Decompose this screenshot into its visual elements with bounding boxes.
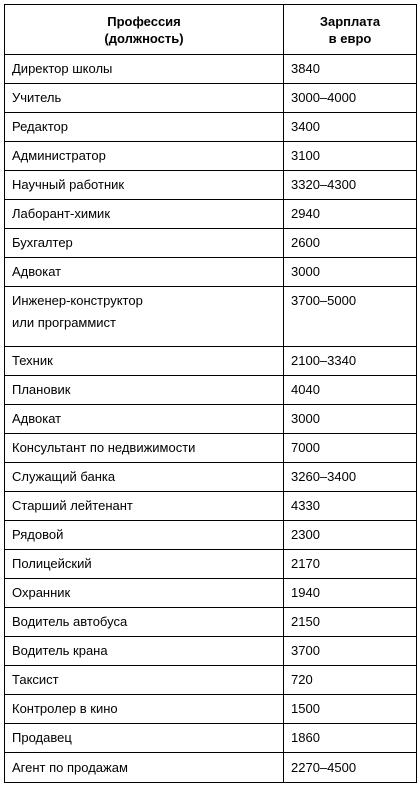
table-row: [5, 84, 417, 113]
salary-cell: 720: [284, 666, 417, 695]
header-salary-line1: Зарплата: [319, 13, 381, 29]
salary-cell: 2100–3340: [284, 347, 417, 376]
profession-cell: Адвокат: [5, 405, 284, 434]
table-row: [5, 347, 417, 376]
header-profession: [5, 5, 284, 55]
profession-cell: Водитель крана: [5, 637, 284, 666]
profession-cell: Продавец: [5, 724, 284, 753]
salary-cell: 3400: [284, 113, 417, 142]
salary-cell: 3100: [284, 142, 417, 171]
salary-cell: 4040: [284, 376, 417, 405]
table-row: [5, 550, 417, 579]
profession-cell: Таксист: [5, 666, 284, 695]
table-row: [5, 171, 417, 200]
header-profession-line1: Профессия: [107, 13, 181, 29]
salary-cell: 2270–4500: [284, 753, 417, 783]
salary-cell: 3320–4300: [284, 171, 417, 200]
table-row: [5, 376, 417, 405]
profession-cell: Бухгалтер: [5, 229, 284, 258]
table-row: [5, 637, 417, 666]
table-row: [5, 229, 417, 258]
profession-line1: Инженер-конструктор: [12, 293, 143, 308]
table-body: [5, 55, 417, 783]
salary-cell: 1500: [284, 695, 417, 724]
salary-cell: 3700: [284, 637, 417, 666]
salary-cell: 3000: [284, 258, 417, 287]
profession-cell: Рядовой: [5, 521, 284, 550]
profession-cell: Агент по продажам: [5, 753, 284, 783]
table-row: [5, 608, 417, 637]
table-row: [5, 405, 417, 434]
salary-cell: 2600: [284, 229, 417, 258]
profession-cell: Консультант по недвижимости: [5, 434, 284, 463]
profession-cell: Директор школы: [5, 55, 284, 84]
profession-cell: Научный работник: [5, 171, 284, 200]
profession-cell: Администратор: [5, 142, 284, 171]
profession-cell: Редактор: [5, 113, 284, 142]
profession-cell: Старший лейтенант: [5, 492, 284, 521]
table-row: [5, 492, 417, 521]
profession-cell: Водитель автобуса: [5, 608, 284, 637]
table-row: [5, 521, 417, 550]
salary-cell: 2940: [284, 200, 417, 229]
salary-cell: 1860: [284, 724, 417, 753]
header-row: [5, 5, 417, 55]
profession-cell: [5, 287, 284, 347]
salary-cell: 4330: [284, 492, 417, 521]
table-header: [5, 5, 417, 55]
table-row: [5, 258, 417, 287]
header-salary: [284, 5, 417, 55]
table-row: [5, 463, 417, 492]
table-row: [5, 753, 417, 783]
salary-cell: 3000–4000: [284, 84, 417, 113]
profession-line2: или программист: [12, 315, 117, 330]
salary-cell: 7000: [284, 434, 417, 463]
salary-cell: 3260–3400: [284, 463, 417, 492]
table-row: [5, 434, 417, 463]
profession-cell: Учитель: [5, 84, 284, 113]
salary-cell: 2150: [284, 608, 417, 637]
profession-cell: Полицейский: [5, 550, 284, 579]
table-row: [5, 113, 417, 142]
table-row: [5, 287, 417, 347]
salary-table: [4, 4, 417, 783]
salary-cell: 3840: [284, 55, 417, 84]
salary-cell: 3000: [284, 405, 417, 434]
table-row: [5, 695, 417, 724]
profession-cell: Адвокат: [5, 258, 284, 287]
header-salary-line2: в евро: [328, 30, 372, 46]
table-row: [5, 579, 417, 608]
header-profession-line2: (должность): [104, 30, 184, 46]
profession-cell: Лаборант-химик: [5, 200, 284, 229]
table-row: [5, 142, 417, 171]
table-row: [5, 55, 417, 84]
profession-cell: Служащий банка: [5, 463, 284, 492]
salary-cell: 2170: [284, 550, 417, 579]
table-row: [5, 200, 417, 229]
salary-cell: 2300: [284, 521, 417, 550]
salary-cell: 3700–5000: [284, 287, 417, 347]
table-row: [5, 666, 417, 695]
table-row: [5, 724, 417, 753]
profession-cell: Контролер в кино: [5, 695, 284, 724]
profession-cell: Плановик: [5, 376, 284, 405]
salary-cell: 1940: [284, 579, 417, 608]
profession-cell: Техник: [5, 347, 284, 376]
profession-cell: Охранник: [5, 579, 284, 608]
